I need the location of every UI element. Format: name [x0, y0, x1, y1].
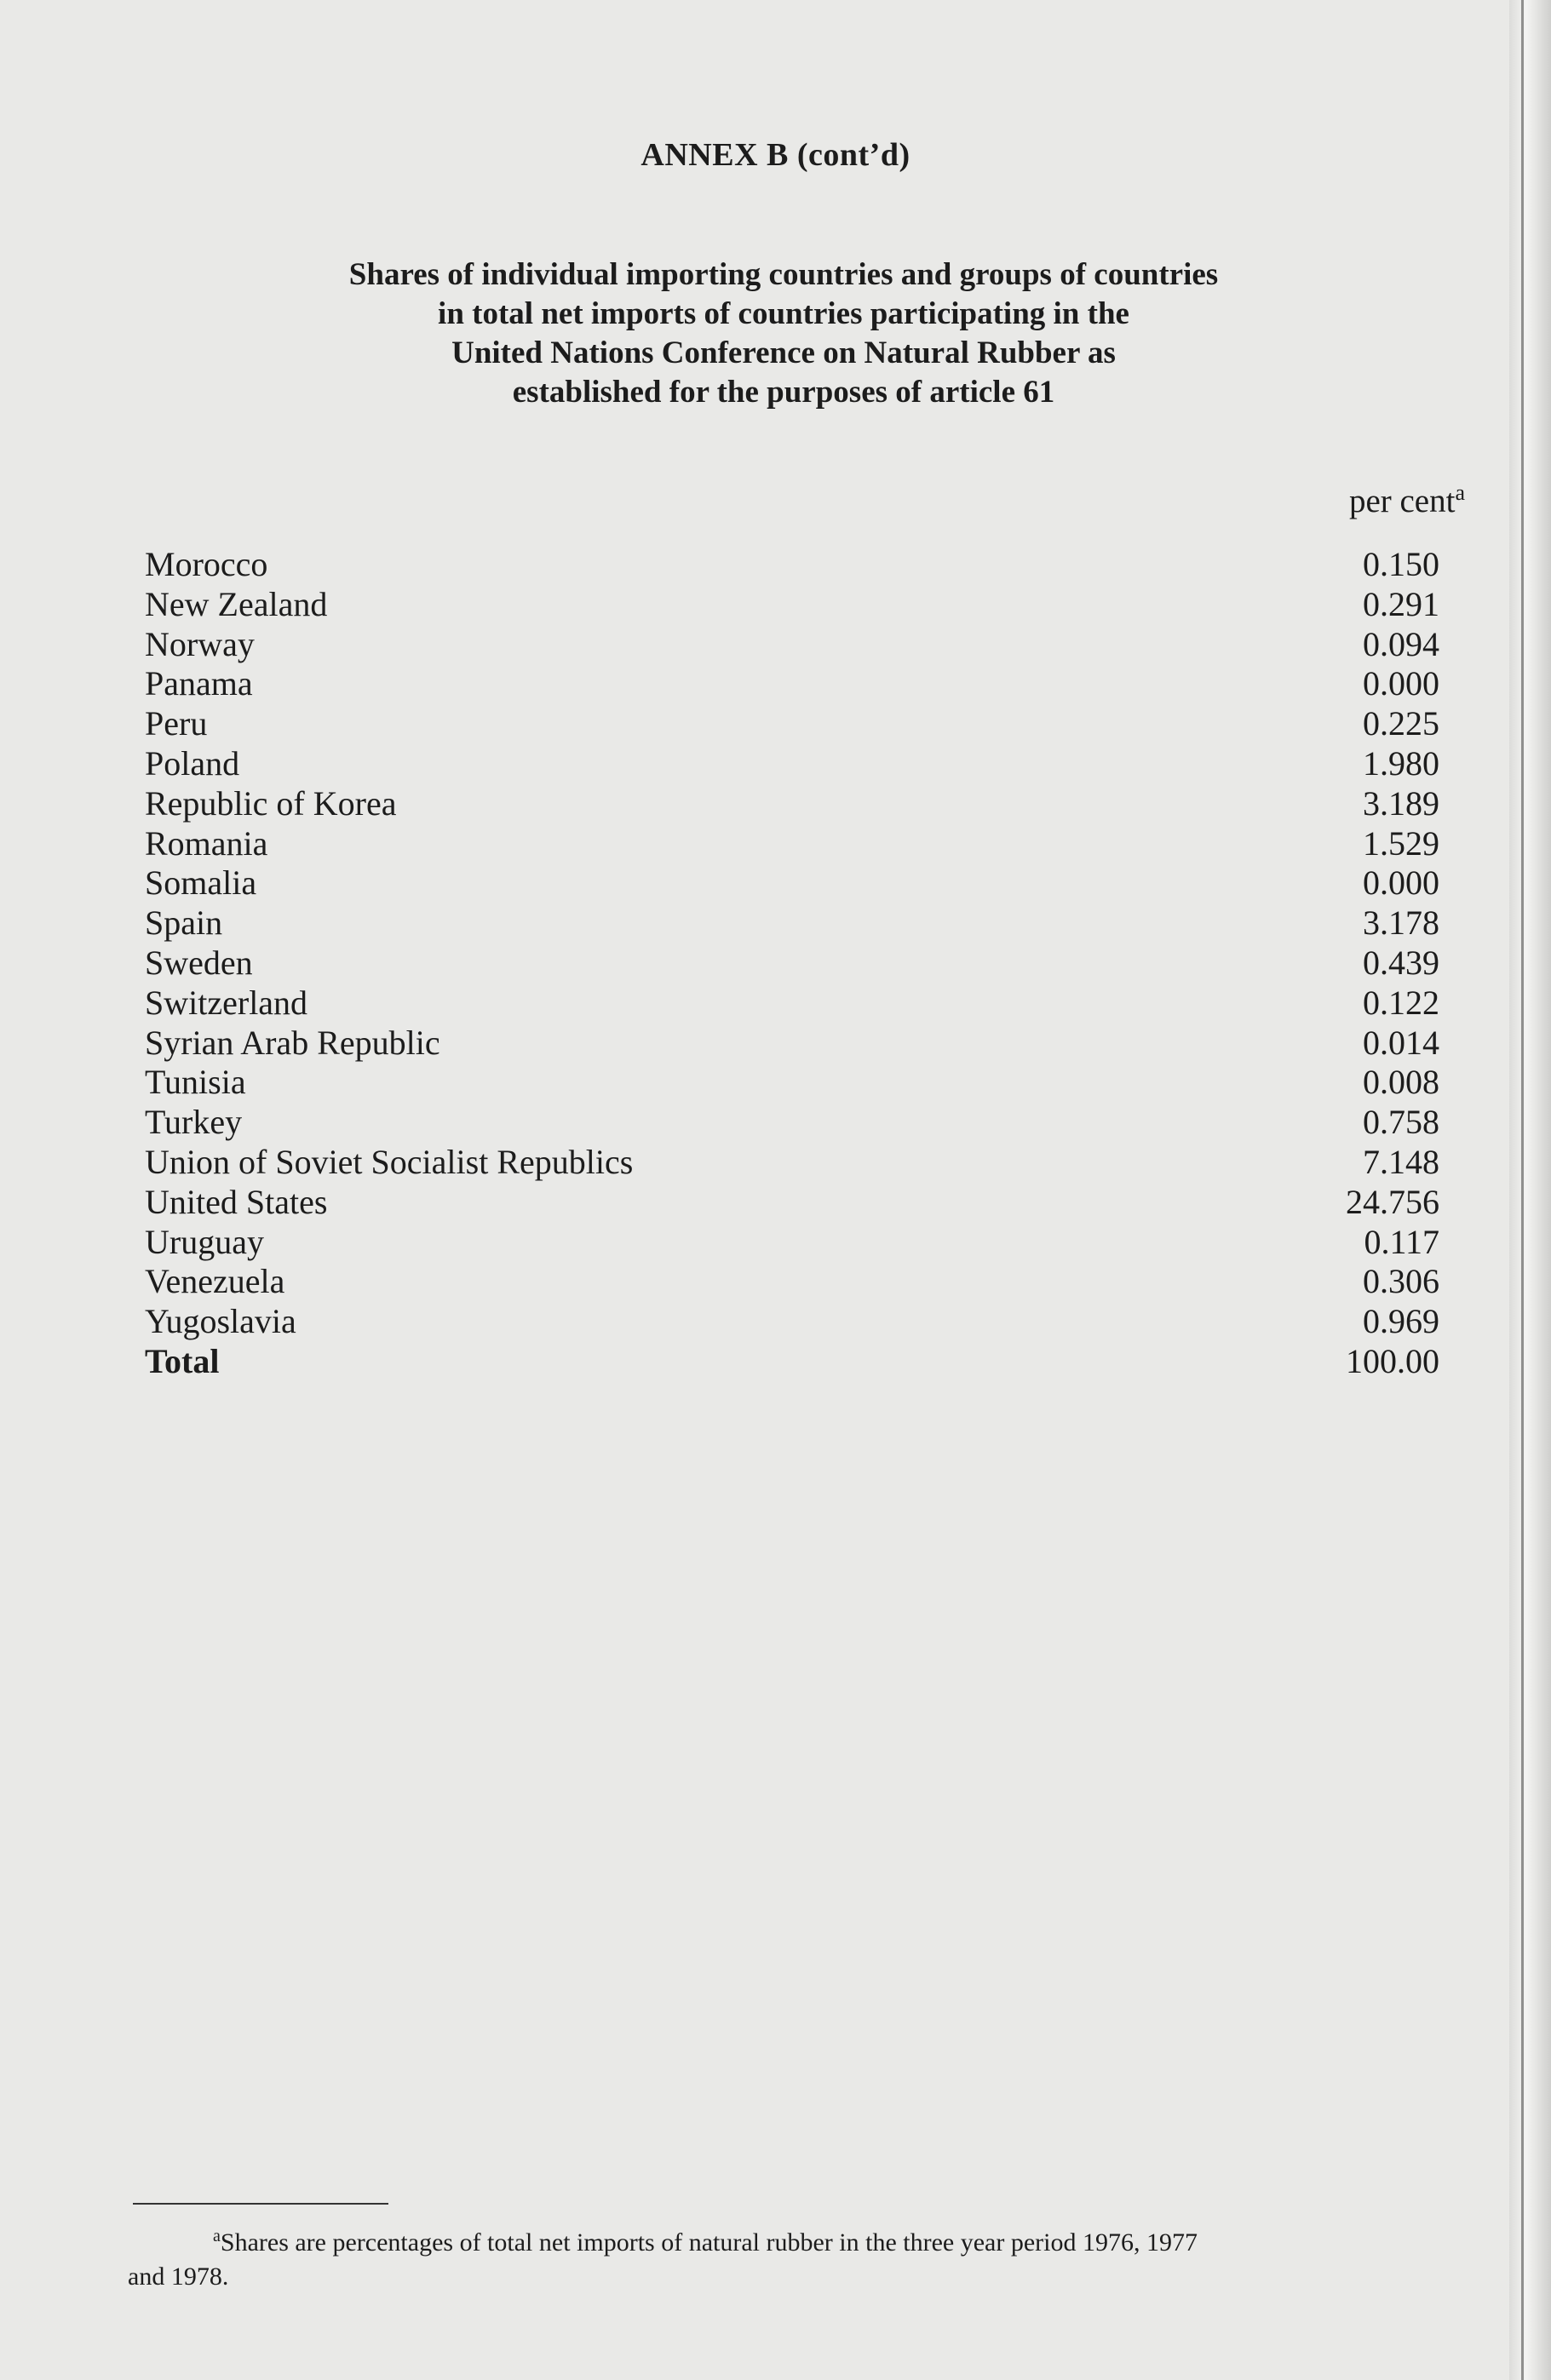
- table-row: [145, 1103, 1439, 1143]
- country-name: Switzerland: [145, 983, 308, 1022]
- shares-table: [145, 545, 1439, 1382]
- share-value: 0.000: [1363, 664, 1439, 703]
- table-row: [145, 1223, 1439, 1263]
- country-name: Somalia: [145, 863, 257, 903]
- table-row: [145, 943, 1439, 984]
- country-name: Uruguay: [145, 1222, 264, 1261]
- table-title-line: in total net imports of countries participating in the: [438, 296, 1129, 331]
- unit-label: per cent: [1348, 483, 1456, 519]
- country-name: Poland: [145, 743, 240, 783]
- table-row: [145, 1063, 1439, 1103]
- table-row: [145, 824, 1439, 864]
- country-name: Romania: [145, 823, 268, 863]
- country-name: Yugoslavia: [145, 1302, 296, 1341]
- footnote-divider: [133, 2203, 388, 2205]
- table-row: [145, 1183, 1439, 1223]
- share-value: 0.291: [1363, 584, 1439, 623]
- share-value: 0.008: [1363, 1063, 1439, 1102]
- page-edge: [1509, 0, 1551, 2380]
- share-value: 7.148: [1363, 1142, 1439, 1181]
- share-value: 3.178: [1363, 903, 1439, 943]
- country-name: New Zealand: [145, 584, 328, 623]
- share-value: 0.122: [1363, 983, 1439, 1022]
- table-row: [145, 1024, 1439, 1064]
- country-name: Panama: [145, 664, 253, 703]
- table-row: [145, 863, 1439, 903]
- country-name: Norway: [145, 624, 255, 663]
- share-value: 0.150: [1363, 545, 1439, 583]
- table-row: [145, 664, 1439, 704]
- total-label: Total: [145, 1341, 220, 1380]
- share-value: 0.094: [1363, 624, 1439, 663]
- table-row: [145, 744, 1439, 784]
- table-row: [145, 1262, 1439, 1302]
- footnote-marker: a: [1455, 480, 1465, 505]
- country-name: Syrian Arab Republic: [145, 1023, 440, 1062]
- table-row: [145, 545, 1439, 585]
- table-row: [145, 585, 1439, 625]
- total-row: [145, 1342, 1439, 1382]
- country-name: Morocco: [145, 545, 268, 583]
- table-title: [256, 255, 1312, 412]
- table-row: [145, 704, 1439, 744]
- share-value: 1.980: [1363, 743, 1439, 783]
- share-value: 0.000: [1363, 863, 1439, 903]
- share-value: 0.439: [1363, 943, 1439, 982]
- unit-column-header: [1295, 480, 1465, 520]
- footnote-line: [128, 2219, 1439, 2260]
- footnote: [128, 2219, 1439, 2294]
- country-name: Republic of Korea: [145, 783, 397, 823]
- table-row: [145, 625, 1439, 665]
- country-name: Tunisia: [145, 1063, 246, 1102]
- table-row: [145, 984, 1439, 1024]
- table-row: [145, 1302, 1439, 1342]
- annex-heading: ANNEX B (cont’d): [641, 137, 910, 173]
- share-value: 24.756: [1346, 1182, 1439, 1221]
- table-row: [145, 784, 1439, 824]
- total-value: 100.00: [1346, 1341, 1439, 1380]
- share-value: 0.014: [1363, 1023, 1439, 1062]
- country-name: United States: [145, 1182, 328, 1221]
- share-value: 0.758: [1363, 1103, 1439, 1142]
- country-name: Union of Soviet Socialist Republics: [145, 1142, 634, 1181]
- country-name: Sweden: [145, 943, 253, 982]
- table-title-line: Shares of individual importing countries and groups of countries: [348, 257, 1219, 292]
- table-row: [145, 1143, 1439, 1183]
- share-value: 3.189: [1363, 783, 1439, 823]
- footnote-text: Shares are percentages of total net imports of natural rubber in the three year period 1976, 1977: [220, 2228, 1198, 2257]
- share-value: 0.306: [1363, 1262, 1439, 1301]
- page-binding-line: [1521, 0, 1524, 2380]
- country-name: Peru: [145, 704, 208, 743]
- country-name: Turkey: [145, 1103, 243, 1142]
- table-row: [145, 903, 1439, 943]
- footnote-line: and 1978.: [128, 2262, 229, 2291]
- share-value: 0.969: [1363, 1302, 1439, 1341]
- share-value: 1.529: [1363, 823, 1439, 863]
- table-title-line: United Nations Conference on Natural Rubber as: [451, 335, 1116, 370]
- country-name: Spain: [145, 903, 223, 943]
- share-value: 0.225: [1363, 704, 1439, 743]
- share-value: 0.117: [1364, 1222, 1439, 1261]
- table-title-line: established for the purposes of article 61: [512, 375, 1055, 410]
- footnote-marker: a: [213, 2227, 221, 2245]
- country-name: Venezuela: [145, 1262, 285, 1301]
